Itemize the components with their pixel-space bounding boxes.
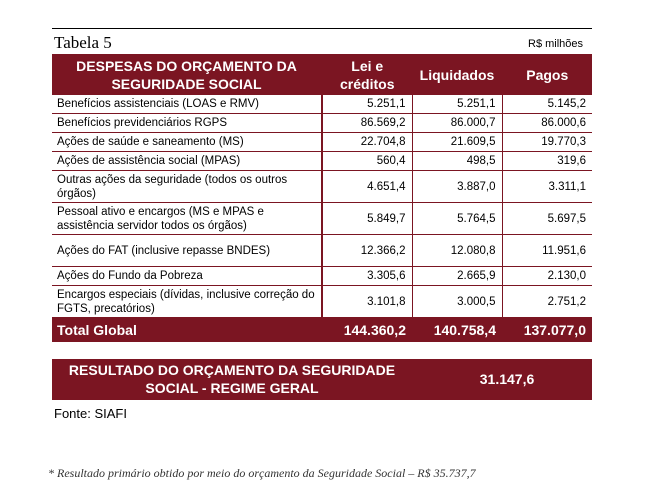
table-row xyxy=(52,286,592,318)
table-row xyxy=(52,95,592,114)
row-lei: 5.251,1 xyxy=(322,95,412,114)
result-value: 31.147,6 xyxy=(479,371,535,387)
row-lei: 12.366,2 xyxy=(322,235,412,267)
row-liquidados: 498,5 xyxy=(412,152,502,171)
row-liquidados: 5.251,1 xyxy=(412,95,502,114)
row-liquidados: 86.000,7 xyxy=(412,114,502,133)
row-liquidados: 2.665,9 xyxy=(412,267,502,286)
result-label: RESULTADO DO ORÇAMENTO DA SEGURIDADE SOCIAL - REGIME GERAL xyxy=(68,362,396,396)
table-row xyxy=(52,235,592,267)
header-liquidados: Liquidados xyxy=(412,54,502,95)
total-lei: 144.360,2 xyxy=(322,318,412,343)
row-label: Ações de saúde e saneamento (MS) xyxy=(52,133,322,152)
table-row xyxy=(52,203,592,235)
row-liquidados: 12.080,8 xyxy=(412,235,502,267)
result-banner xyxy=(52,359,592,400)
row-label: Benefícios previdenciários RGPS xyxy=(52,114,322,133)
row-lei: 5.849,7 xyxy=(322,203,412,235)
row-lei: 3.101,8 xyxy=(322,286,412,318)
row-label: Outras ações da seguridade (todos os outros órgãos) xyxy=(52,171,322,203)
row-liquidados: 21.609,5 xyxy=(412,133,502,152)
row-label: Encargos especiais (dívidas, inclusive correção do FGTS, precatórios) xyxy=(52,286,322,318)
total-row xyxy=(52,318,592,343)
row-label: Pessoal ativo e encargos (MS e MPAS e assistência servidor todos os órgãos) xyxy=(52,203,322,235)
unit-label: R$ milhões xyxy=(528,38,584,50)
header-pagos: Pagos xyxy=(502,54,592,95)
row-pagos: 319,6 xyxy=(502,152,592,171)
row-pagos: 2.130,0 xyxy=(502,267,592,286)
row-pagos: 19.770,3 xyxy=(502,133,592,152)
expenses-table xyxy=(52,54,592,342)
row-liquidados: 3.000,5 xyxy=(412,286,502,318)
row-label: Ações do FAT (inclusive repasse BNDES) xyxy=(52,235,322,267)
row-liquidados: 5.764,5 xyxy=(412,203,502,235)
row-lei: 560,4 xyxy=(322,152,412,171)
row-lei: 86.569,2 xyxy=(322,114,412,133)
row-lei: 4.651,4 xyxy=(322,171,412,203)
footnote: * Resultado primário obtido por meio do orçamento da Seguridade Social – R$ 35.737,7 xyxy=(48,466,476,480)
table-row xyxy=(52,171,592,203)
row-pagos: 11.951,6 xyxy=(502,235,592,267)
table-header-row xyxy=(52,54,592,95)
total-pagos: 137.077,0 xyxy=(502,318,592,343)
row-label: Benefícios assistenciais (LOAS e RMV) xyxy=(52,95,322,114)
row-pagos: 5.145,2 xyxy=(502,95,592,114)
row-liquidados: 3.887,0 xyxy=(412,171,502,203)
source-note: Fonte: SIAFI xyxy=(54,406,127,421)
row-lei: 3.305,6 xyxy=(322,267,412,286)
row-pagos: 3.311,1 xyxy=(502,171,592,203)
table-row xyxy=(52,114,592,133)
table-caption: Tabela 5 xyxy=(54,33,112,52)
row-lei: 22.704,8 xyxy=(322,133,412,152)
header-lei-creditos: Lei e créditos xyxy=(322,54,412,95)
total-label: Total Global xyxy=(52,318,322,343)
row-pagos: 5.697,5 xyxy=(502,203,592,235)
top-rule xyxy=(52,28,592,29)
total-liquidados: 140.758,4 xyxy=(412,318,502,343)
table-row xyxy=(52,133,592,152)
row-pagos: 86.000,6 xyxy=(502,114,592,133)
table-row xyxy=(52,152,592,171)
row-label: Ações do Fundo da Pobreza xyxy=(52,267,322,286)
row-pagos: 2.751,2 xyxy=(502,286,592,318)
header-expenses: DESPESAS DO ORÇAMENTO DA SEGURIDADE SOCIAL xyxy=(52,54,322,95)
table-row xyxy=(52,267,592,286)
row-label: Ações de assistência social (MPAS) xyxy=(52,152,322,171)
